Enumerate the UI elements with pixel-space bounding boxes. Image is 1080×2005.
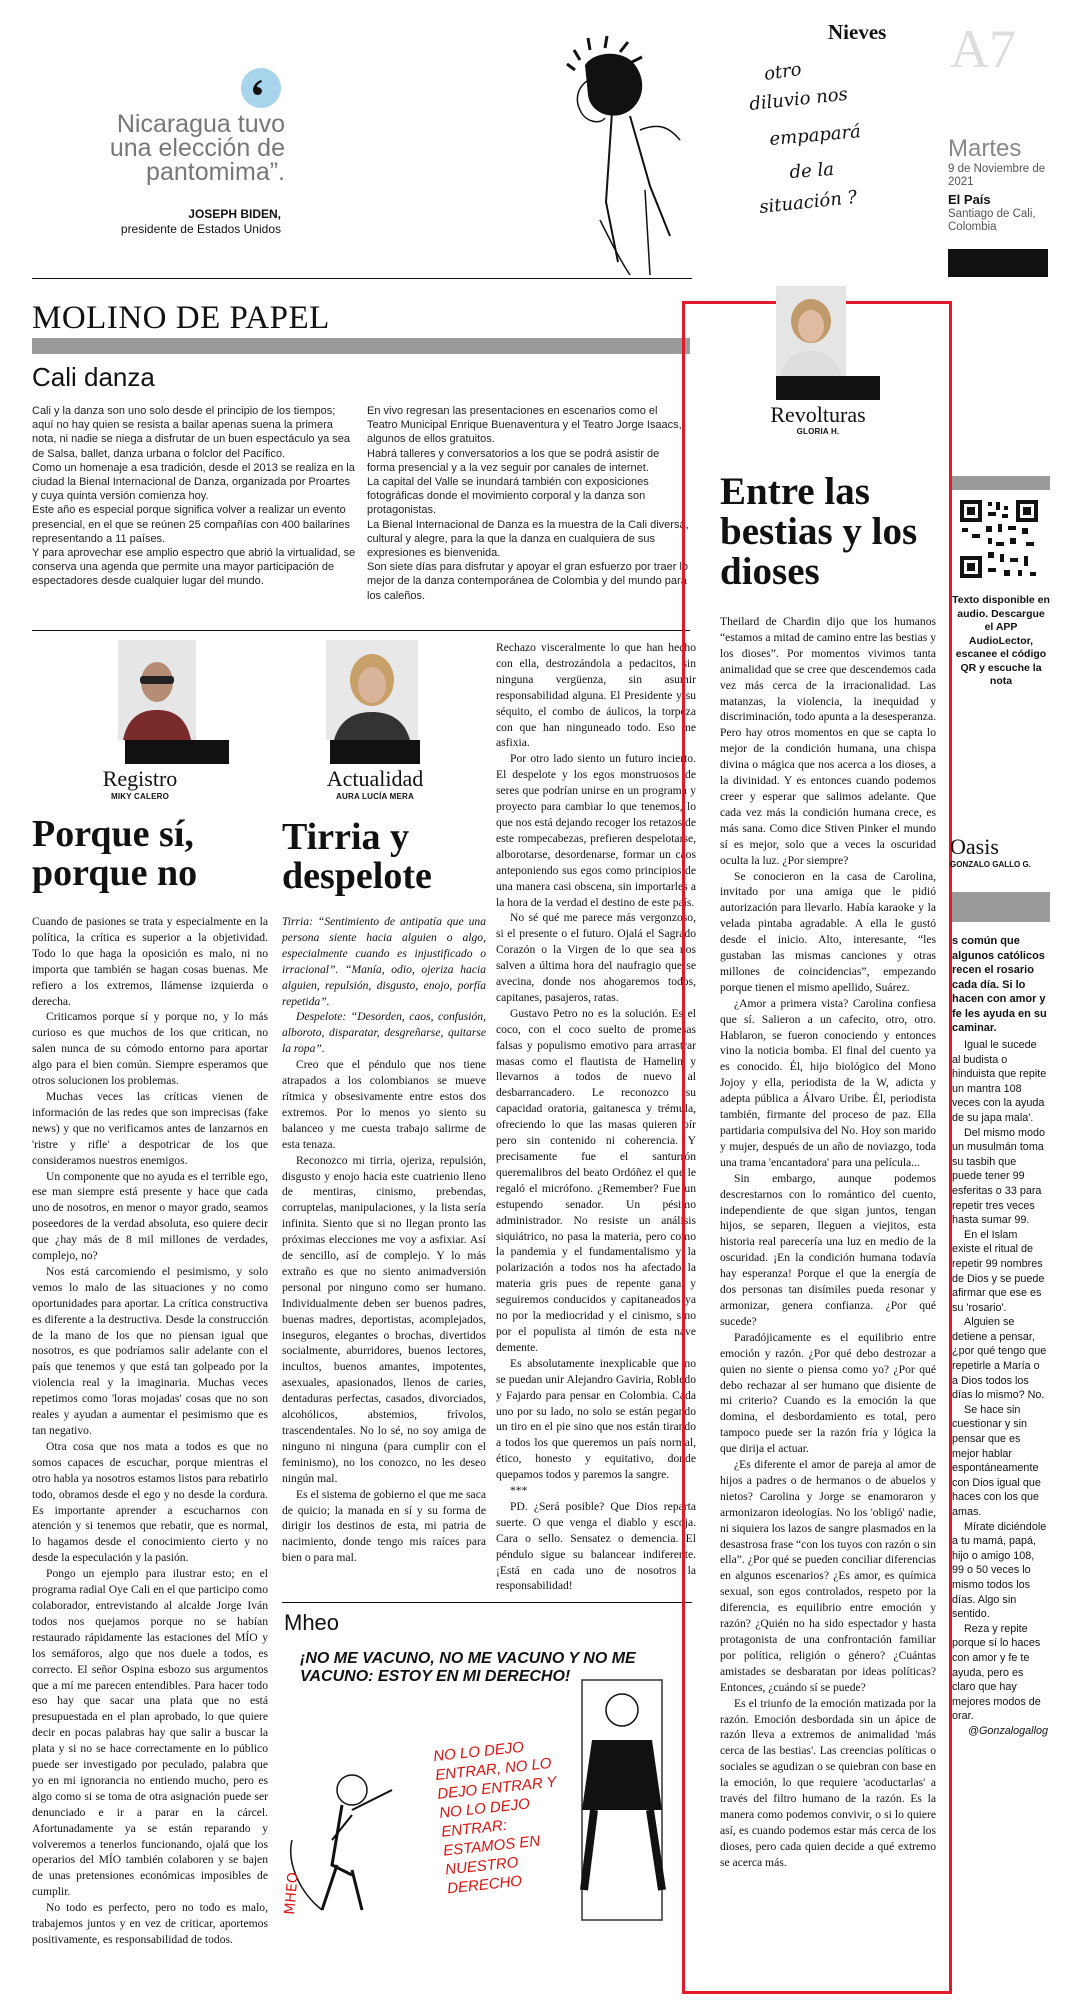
oasis-paragraph: Mírate diciéndole a tu mamá, papá, hijo o amigo 108, 99 o 50 veces lo mismo todos los días. Algo sin sentido. xyxy=(952,1520,1047,1621)
oasis-body xyxy=(952,1038,1048,1739)
actualidad-paragraph: Rechazo visceralmente lo que han hecho con ella, destrozándola a pedacitos, sin ninguna vergüenza, sin asumir responsabilidad alguna. El Presidente y su séquito, el combo de áulicos, la torpeza con que han ninguneado todo. Eso me asfixia. xyxy=(496,641,696,750)
header-day: Martes xyxy=(948,135,1022,162)
molino-headline: Cali danza xyxy=(32,362,155,392)
revolturas-body xyxy=(720,614,936,1984)
registro-paragraph: Cuando de pasiones se trata y especialmente en la política, la crítica es superior a la objetividad. Todo lo que haga la oposición es malo, ni no importa que también se hagan cosas buenas. Me refiero a los extremos, llámense izquierda o derecha. xyxy=(32,915,268,1008)
quote-mark-icon xyxy=(241,68,281,108)
page-number: A7 xyxy=(950,19,1016,79)
registro-body xyxy=(32,914,268,1948)
registro-paragraph: Un componente que no ayuda es el terrible ego, ese man siempre está presente y hace que cada uno de nosotros, en menor o mayor grado, seamos poseedores de la verdad absoluta, eso quiere decir que ¿hay más de 8 mil millones de verdades, complejo, no? xyxy=(32,1169,268,1263)
actualidad-paragraph: PD. ¿Será posible? Que Dios reparta suerte. O que venga el diablo y escoja. Cara o sello. Sensatez o demencia. El péndulo sigue su balancear indiferente. ¡Está en cada uno de nosotros la responsabilidad! xyxy=(496,1499,696,1593)
molino-paragraph: Este año es especial porque significa volver a realizar un evento presencial, en el que se reúnen 25 compañías con 400 bailarines representando a 11 países. xyxy=(32,504,350,545)
oasis-paragraph: Alguien se detiene a pensar, ¿por qué tengo que repetirle a María o a Dios todos los días lo mismo? No. xyxy=(952,1316,1047,1402)
mheo-bubble-top: ¡NO ME VACUNO, NO ME VACUNO Y NO ME VACUNO: ESTOY EN MI DERECHO! xyxy=(300,1650,636,1685)
header-black-bar xyxy=(948,249,1048,277)
sidebar-gray-bar xyxy=(952,476,1050,490)
revolturas-paragraph: Se conocieron en la casa de Carolina, invitado por una amiga que le pidió autorización para llevarlo. Había karaoke y la velada pintaba agradable. A ella le gustó desde el inicio. Alto, interesante, “les gustaban las mismas canciones y otras millones de coincidencias”, empezando porque tienen el mismo apellido, Suárez. xyxy=(720,869,936,994)
molino-paragraph: En vivo regresan las presentaciones en escenarios como el Teatro Municipal Enrique Buenaventura y el Teatro Jorge Isaacs, algunos de ellos gratuitos. xyxy=(367,405,682,446)
section-label: Nieves xyxy=(828,20,887,44)
molino-paragraph: La Bienal Internacional de Danza es la muestra de la Cali diversa, cultural y alegre, para la que la danza en cualquiera de sus expresiones es bienvenida. xyxy=(367,518,689,560)
svg-text:situación ?: situación ? xyxy=(758,186,859,218)
registro-paragraph: Nos está carcomiendo el pesimismo, y solo vemos lo malo de las situaciones y no como oportunidades para aportar. La crítica constructiva es diferente a la destructiva. Desde la construcción de la mano de los que no piensan igual que nosotros, es que podríamos salir adelante con el país que tenemos y que está tan golpeado por la violencia real y la imaginaria. Muchas veces repetimos como 'loras mojadas' cosas que no son reales y ayudan a aumentar el pesimismo que es tan negativo. xyxy=(32,1264,268,1437)
oasis-author: GONZALO GALLO G. xyxy=(950,860,1031,869)
header-newspaper: El País xyxy=(948,192,991,207)
header-city: Santiago de Cali, Colombia xyxy=(948,208,1036,233)
oasis-paragraph: Del mismo modo un musulmán toma su tasbih que puede tener 99 esferitas o 33 para repetir tres veces hasta sumar 99. xyxy=(952,1126,1045,1227)
oasis-paragraph: Se hace sin cuestionar y sin pensar que es mejor hablar espontáneamente con Dios igual que haces con los que amas. xyxy=(952,1403,1041,1518)
quote-author: JOSEPH BIDEN, xyxy=(188,207,281,221)
actualidad-paragraph: Es el sistema de gobierno el que me saca de quicio; la manada en sí y su forma de dirigir los destinos de esta, mi patria de nacimiento, donde tengo mis raíces para bien o para mal. xyxy=(282,1487,486,1565)
mheo-rule xyxy=(282,1602,692,1603)
quote-author-role: presidente de Estados Unidos xyxy=(120,222,281,236)
registro-title: Porque sí, porque no xyxy=(32,813,198,895)
molino-paragraph: Como un homenaje a esa tradición, desde el 2013 se realiza en la ciudad la Bienal Internacional de Danza, organizada por Proartes y cuya quinta versión comienza hoy. xyxy=(32,461,355,503)
molino-column-1 xyxy=(32,404,356,589)
revolturas-column-name: Revolturas xyxy=(770,402,866,427)
header-rule xyxy=(32,278,692,279)
revolturas-black-bar xyxy=(776,376,880,400)
oasis-paragraph: En el Islam existe el ritual de repetir 99 nombres de Dios y se puede afirmar que ese es su 'rosario'. xyxy=(952,1228,1045,1314)
registro-author: MIKY CALERO xyxy=(110,792,170,801)
actualidad-paragraph: Por otro lado siento un futuro incierto. El despelote y los egos monstruosos de seres que podrían unirse en un programa y proyecto para cambiar lo que tenemos, lo que nos está dejando recoger los retazos de este rompecabezas, prefieren despelotarse, alborotarse, desordenarse, formar un caos anteponiendo sus egos como principios de una manera casi obscena, sin importarles a la hora de la verdad el destino de este país. xyxy=(496,752,696,909)
revolturas-title: Entre las bestias y los dioses xyxy=(720,470,918,594)
molino-gray-bar xyxy=(32,338,690,354)
svg-text:empapará: empapará xyxy=(768,121,862,150)
oasis-handle: @Gonzalogallog xyxy=(968,1724,1048,1737)
mheo-label: Mheo xyxy=(284,1610,340,1635)
actualidad-paragraph: No sé qué me parece más vergonzoso, si el presente o el futuro. Ojalá el Sagrado Corazón o la Virgen de lo que sea nos salven a última hora del naufragio que se avecina, donde nos ahogaremos todos, capitanes, pasajeros, ratas. xyxy=(496,911,696,1004)
header-date: 9 de Noviembre de 2021 xyxy=(948,163,1046,188)
revolturas-paragraph: Theilard de Chardin dijo que los humanos “estamos a mitad de camino entre las bestias y los dioses”. Por momentos vivimos tanta animalidad que se cree que descendemos cada vez más cerca de la irracionalidad. Las matanzas, la violencia, la inequidad y discriminación, todo apunta a la desesperanza. Pero hay otros momentos en que se capta lo mejor de la condición humana, una chispa divina o mágica que nos acerca a los dioses, a la divinidad. Y es entonces cuando podemos creer y esperar que salimos adelante. Que cada vez más la condición humana crece, es más sana. Como dice Stiven Pinker el mundo sí es mejor, solo que a veces la oscuridad oculta la luz. ¿Por siempre? xyxy=(720,615,936,867)
actualidad-body-col1 xyxy=(282,914,486,1604)
molino-rule xyxy=(32,630,690,631)
registro-column-name: Registro xyxy=(102,766,178,791)
actualidad-paragraph: Es absolutamente inexplicable que no se puedan unir Alejandro Gaviria, Robledo y Fajardo para pensar en Colombia. Cada uno por su lado, no solo se están pegando un tiro en el pie sino que nos están tirando a todos los que queremos un país normal, ético, honesto y equitativo, donde quepamos todos y paremos la sangre. xyxy=(496,1356,696,1482)
molino-paragraph: Habrá talleres y conversatorios a los que se podrá asistir de forma presencial y a la vez seguir por canales de internet. xyxy=(367,447,660,474)
actualidad-separator: *** xyxy=(510,1484,528,1498)
oasis-lead: s común que algunos católicos recen el rosario cada día. Si lo hacen con amor y fe les ayuda en su caminar. xyxy=(952,935,1047,1034)
molino-section-title: MOLINO DE PAPEL xyxy=(32,300,330,336)
actualidad-paragraph: Gustavo Petro no es la solución. Es el coco, con el coco suelto de promesas falsas y populismo emotivo para arrastrar masas como el flautista de Hamelin y llevarnos a todos de nuevo al desbarrancadero. Le reconozco su capacidad oratoria, gaitanesca y trémula, ofreciendo lo que las masas quieren oír pero sin contenido ni coherencia. Y precisamente fue el santurrón queremalibros del beato Ordóñez el que le regaló el micrófono. ¿Remember? Fue un estupendo senador. Un pésimo administrador. No resiste un análisis siquiátrico, no pasa la materia, pero como la pandemia y el fundamentalismo y la polarización a todos nos ha afectado la materia gris pues de repente gana y seguiremos conducidos y capitaneados ya no por la mediocridad y el cinismo, sino por el populista al timón de esta nave demente. xyxy=(496,1006,696,1354)
revolturas-paragraph: Paradójicamente es el equilibrio entre emoción y razón. ¿Por qué debo destrozar a quien no siente o piensa como yo? ¿Por qué debo rechazar al ser humano que disiente de mi criterio? Cuando es la emoción la que domina, el desbordamiento es total, pero tampoco puede ser la razón fría y lógica la que dirija el actuar. xyxy=(720,1330,936,1456)
revolturas-author: GLORIA H. xyxy=(796,427,840,436)
actualidad-column-name: Actualidad xyxy=(326,766,424,791)
revolturas-paragraph: ¿Amor a primera vista? Carolina confiesa que sí. Salieron a un cafecito, otro, otro. Hablaron, se fueron conociendo y entonces vino la noticia bomba. El final del cuento ya es conocido. Él, hijo biológico del Mono Jojoy y ella, periodista de la W, adicta y adepta pública a Álvaro Uribe. Él, periodista también, firmante del proceso de paz. Ella partidaria compulsiva del No. Hoy son marido y mujer, después de un año de noviazgo, toda una trama 'encantadora' para una película... xyxy=(720,996,936,1169)
molino-paragraph: Cali y la danza son uno solo desde el principio de los tiempos; aquí no hay quien se resista a bailar apenas suena la primera nota, ni nadie se niega a disfrutar de un buen espectáculo ya sea de Salsa, ballet, danza urbana o folclor del Pacífico. xyxy=(32,405,351,460)
quote-text: Nicaragua tuvo una elección de pantomima”. xyxy=(109,110,285,186)
actualidad-paragraph: Tirria: “Sentimiento de antipatía que una persona siente hacia alguien o algo, especialmente cuando es injustificado o irracional”. “Manía, odio, ojeriza hacia alguien, repulsión, disgusto, enojo, porfía repetida”. xyxy=(282,915,486,1008)
author-photo-aura-lucia-mera xyxy=(326,640,418,740)
oasis-paragraph: Igual le sucede al budista o hinduista que repite un mantra 108 veces con la ayuda de su japa mala'. xyxy=(952,1039,1047,1124)
molino-paragraph: La capital del Valle se inundará también con exposiciones fotográficas donde el movimiento corporal y la danza son protagonistas. xyxy=(367,476,649,517)
nieves-cartoon xyxy=(570,20,900,282)
actualidad-paragraph: Despelote: “Desorden, caos, confusión, alboroto, disparatar, desgreñarse, quitarse la ropa”. xyxy=(282,1010,486,1056)
registro-paragraph: Otra cosa que nos mata a todos es que no somos capaces de escuchar, porque mientras el otro habla ya nosotros estamos listos para rebatirlo todo, obramos desde el ego y no desde la cordura. Es importante aprender a escucharnos con atención y si tenemos que rebatir, que es normal, lo hagamos desde el conocimiento cierto y no desde la especulación y la pasión. xyxy=(32,1439,268,1565)
oasis-paragraph: Reza y repite porque sí lo haces con amor y fe te ayuda, pero es claro que hay mejores modos de orar. xyxy=(952,1622,1041,1723)
qr-code-icon xyxy=(958,498,1040,580)
mheo-bubble-bottom: NO LO DEJO ENTRAR, NO LO DEJO ENTRAR Y NO LO DEJO ENTRAR: ESTAMOS EN NUESTRO DERECHO xyxy=(432,1738,558,1898)
registro-paragraph: Muchas veces las críticas vienen de información de las redes que son imprecisas (fake news) y que no verificamos antes de lanzarnos en 'ristre y rifle' a despotricar de los que consideramos nuestros enemigos. xyxy=(32,1089,268,1167)
svg-text:de la: de la xyxy=(788,158,835,183)
registro-paragraph: No todo es perfecto, pero no todo es malo, trabajemos juntos y en vez de criticar, aportemos positivamente, es responsabilidad de todos. xyxy=(32,1901,268,1946)
actualidad-body-col2 xyxy=(496,640,696,1593)
svg-text:otro: otro xyxy=(762,58,803,85)
oasis-column-name: Oasis xyxy=(950,834,999,859)
oasis-gray-bar xyxy=(952,892,1050,922)
actualidad-paragraph: Reconozco mi tirria, ojeriza, repulsión, disgusto y enojo hacia este cuatrienio lleno de mentiras, cinismo, prebendas, corruptelas, manipulaciones, y la lista sería infinita. Siento que si no llegan pronto las próximas elecciones me voy a asfixiar. Así de sencillo, así de complejo. Y lo más extraño es que no siento animadversión personal por ninguno como ser humano. Individualmente deben ser buenos padres, buenas madres, deportistas, acomplejados, inseguros, elegantes o brochas, divertidos socialmente, aburridores, buenos lectores, incultos, buenos amantes, impotentes, asexuales, apasionados, llenos de caries, dentaduras perfectas, casados, divorciados, alcohólicos, abstemios, frívolos, trascendentales. No lo sé, no soy amiga de ninguno ni ninguna (para cumplir con el feminismo), no los conozco, no les deseo ningún mal. xyxy=(282,1153,486,1485)
actualidad-title: Tirria y despelote xyxy=(282,816,432,898)
registro-paragraph: Criticamos porque sí y porque no, y lo más curioso es que muchos de los que critican, no salen nunca de su cómodo entorno para aportar algo para el bien común. Siempre esperamos que otros solucionen los problemas. xyxy=(32,1010,268,1088)
molino-column-2 xyxy=(367,404,689,603)
registro-black-bar xyxy=(125,740,229,764)
actualidad-black-bar xyxy=(330,740,420,764)
molino-paragraph: Y para aprovechar ese amplio espectro que abrió la virtualidad, se conserva una agenda que permite una mayor participación de espectadores desde cualquier lugar del mundo. xyxy=(32,547,356,588)
qr-instructions: Texto disponible en audio. Descargue el APP AudioLector, escanee el código QR y escuche la nota xyxy=(952,594,1050,687)
author-photo-gloria-h xyxy=(776,286,846,376)
svg-text:diluvio nos: diluvio nos xyxy=(748,83,849,115)
registro-paragraph: Pongo un ejemplo para ilustrar esto; en el programa radial Oye Cali en el que participo como colaborador, entrevistando al alcalde Jorge Iván todos nos quejamos porque no se habían restaurado rápidamente las estaciones del MÍO y los semáforos, algo que nos duele a todos, es correcto. El señor Ospina esbozo sus argumentos que a mí me parecen entendibles. Para hacer todo eso hay que sacar una plata que no está presupuestada en el plan aprobado, lo que quiere decir en pocas palabras hay que salir a buscar la plata y si no se hace correctamente en lo público puede ser investigado por peculado, palabra que yo en mi ignorancia no entiendo mucho, pero es algo como si se toma de otra asignación puede ser denunciado e ir a parar en la cárcel. Afortunadamente ya se están reparando y volveremos a tenerlos funcionando, ojalá que los operarios del MÍO también colaboren y se bajen de unas pretensiones económicas imposibles de cumplir. xyxy=(32,1567,268,1899)
revolturas-paragraph: ¿Es diferente el amor de pareja al amor de hijos a padres o de hermanos o de abuelos y nietos? Carolina y Jorge se enamoraron y armonizaron ideologías. No los 'obligó' nadie, ni siquiera los lazos de sangre plasmados en la desastrosa frase “con los tuyos con razón o sin ella”. ¿Por qué se pueden conciliar diferencias en algunos escenarios? ¿Es amor, es química sexual, son egos controlados, respeto por la diferencia, es equilibrio entre emoción y razón? ¿Quién no ha sido espectador y hasta protagonista de una confrontación familiar por política, religión o género? ¿Cuántas amistades se desbaratan por ideas políticas? Entonces, ¿cuándo sí se puede? xyxy=(720,1458,936,1694)
revolturas-paragraph: Sin embargo, aunque podemos descrestarnos con lo romántico del cuento, independiente de que sigan juntos, tengan hijos, se separen, lleguen a viejitos, esta historia real parecería una luz en medio de la oscuridad. ¡En la condición humana todavía hay esperanza! Porque el que la energía de dos personas tan disímiles pueda resonar y armonizar, genera confianza. ¿Por qué sucede? xyxy=(720,1171,936,1328)
molino-paragraph: Son siete días para disfrutar y apoyar el gran esfuerzo por traer lo mejor de la danza contemporánea de Colombia y del mundo para los caleños. xyxy=(367,561,689,602)
svg-text:MHEO: MHEO xyxy=(282,1871,302,1916)
actualidad-author: AURA LUCÍA MERA xyxy=(336,792,414,801)
author-photo-miky-calero xyxy=(118,640,196,740)
actualidad-paragraph: Creo que el péndulo que nos tiene atrapados a los colombianos se mueve rítmica y obsesivamente entre estos dos extremos. Por lo menos yo siento su balanceo y me cuesta trabajo salirme de esta tenaza. xyxy=(282,1058,486,1151)
revolturas-paragraph: Es el triunfo de la emoción matizada por la razón. Emoción desbordada sin un ápice de razón lleva a extremos de animalidad 'más cerca de las bestias'. Las creencias políticas o sociales se agudizan o se quiebran con base en la emoción, lo que requiere 'acoductarlas' a través del filtro humano de la razón. Es la manera como podemos convivir, o si lo quiere así, es cuando podemos estar más cerca de los dioses, pero cada quien decide a qué extremo se acerca más. xyxy=(720,1696,936,1869)
